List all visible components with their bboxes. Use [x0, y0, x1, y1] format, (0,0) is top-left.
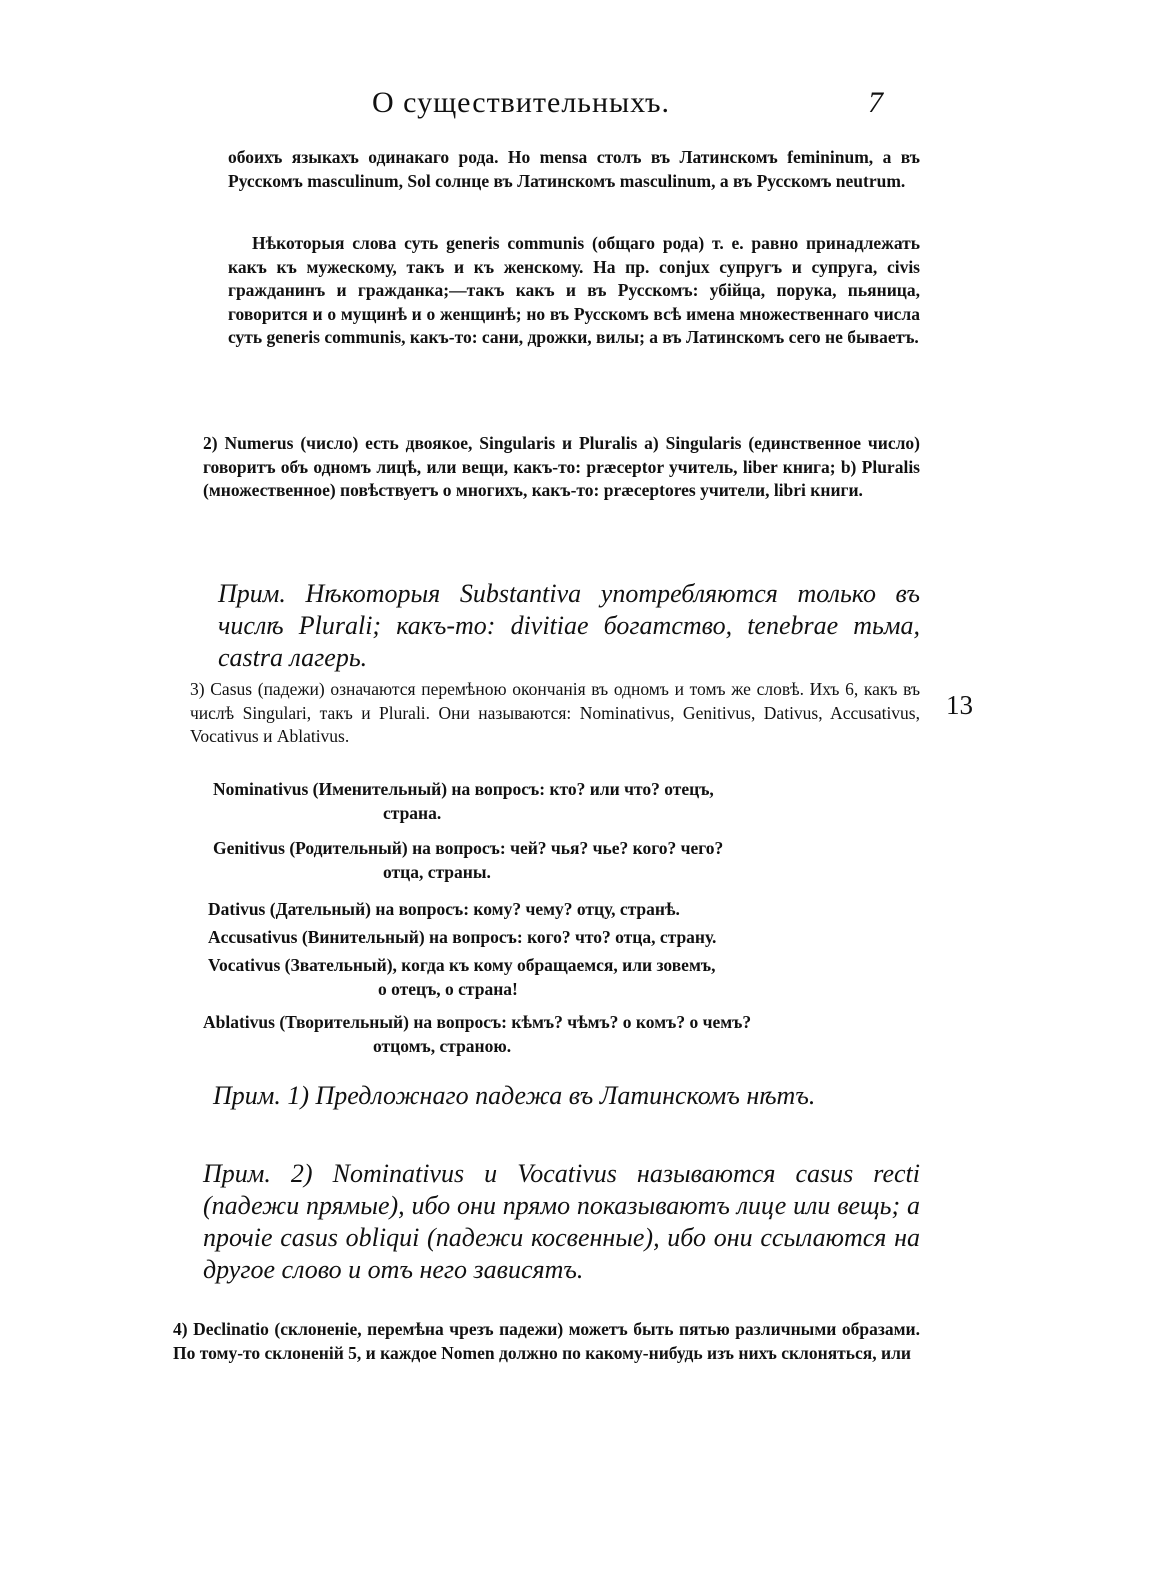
page-header: [0, 86, 1163, 130]
case-line: Ablativus (Творительный) на вопросъ: кѣмъ? чѣмъ? о комъ? о чемъ?: [203, 1012, 752, 1032]
page-number: 7: [868, 86, 883, 119]
paragraph-gender-continuation: обоихъ языкахъ одинакаго рода. Но mensa столъ въ Латинскомъ femininum, а въ Русскомъ masculinum, Sol солнце въ Латинскомъ masculinum, а въ Русскомъ neutrum.: [228, 147, 920, 191]
case-example: страна.: [383, 802, 442, 823]
paragraph-numerus: 2) Numerus (число) есть двоякое, Singularis и Pluralis a) Singularis (единственное число) говоритъ объ одномъ лицѣ, или вещи, какъ-то: præceptor учитель, liber книга; b) Pluralis (множественное) повѣствуетъ о многихъ, какъ-то: præceptores учители, libri книги.: [203, 433, 920, 500]
case-line: Genitivus (Родительный) на вопросъ: чей? чья? чье? кого? чего?: [213, 838, 724, 858]
case-line: Accusativus (Винительный) на вопросъ: кого? что? отца, страну.: [208, 927, 717, 947]
case-ablativus: [203, 1011, 920, 1058]
case-example: отца, страны.: [383, 861, 491, 882]
case-vocativus: [208, 954, 920, 1001]
note-prepositional-case: Прим. 1) Предложнаго падежа въ Латинскомъ нѣтъ.: [213, 1081, 816, 1110]
margin-number: 13: [946, 690, 973, 720]
case-dativus: [208, 898, 920, 922]
case-line: Vocativus (Звательный), когда къ кому обращаемся, или зовемъ,: [208, 955, 716, 975]
running-title: О существительныхъ.: [372, 86, 671, 119]
case-example: о отецъ, о страна!: [378, 978, 518, 999]
case-line: Nominativus (Именительный) на вопросъ: кто? или что? отецъ,: [213, 779, 714, 799]
case-example: отцомъ, страною.: [373, 1035, 512, 1056]
case-line: Dativus (Дательный) на вопросъ: кому? чему? отцу, странѣ.: [208, 899, 680, 919]
case-genitivus: [213, 837, 920, 884]
paragraph-casus: 3) Casus (падежи) означаются перемѣною окончанія въ одномъ и томъ же словѣ. Ихъ 6, какъ въ числѣ Singulari, такъ и Plurali. Они называются: Nominativus, Genitivus, Dativus, Accusativus, Vocativus и Ablativus.: [190, 679, 920, 746]
case-nominativus: [213, 778, 920, 825]
paragraph-declinatio: 4) Declinatio (склоненіе, перемѣна чрезъ падежи) можетъ быть пятью различными образами. По тому-то склоненій 5, и каждое Nomen должно по какому-нибудь изъ нихъ склоняться, или: [173, 1319, 920, 1363]
case-accusativus: [208, 926, 920, 950]
note-pluralia-tantum: Прим. Нѣкоторыя Substantiva употребляются только въ числѣ Plurali; какъ-то: divitiae богатство, tenebrae тьма, castra лагерь.: [218, 579, 920, 672]
note-casus-recti-obliqui: Прим. 2) Nominativus и Vocativus называются casus recti (падежи прямые), ибо они прямо показываютъ лице или вещь; а прочіе casus obliqui (падежи косвенные), ибо они ссылаются на другое слово и отъ него зависятъ.: [203, 1159, 920, 1284]
paragraph-common-gender: Нѣкоторыя слова суть generis communis (общаго рода) т. е. равно принадлежать какъ къ мужескому, такъ и къ женскому. На пр. conjux супругъ и супруга, civis гражданинъ и гражданка;—такъ какъ и въ Русскомъ: убійца, порука, пьяница, говорится и о мущинѣ и о женщинѣ; но въ Русскомъ всѣ имена множественнаго числа суть generis communis, какъ-то: сани, дрожки, вилы; а въ Латинскомъ сего не бываетъ.: [228, 233, 920, 347]
